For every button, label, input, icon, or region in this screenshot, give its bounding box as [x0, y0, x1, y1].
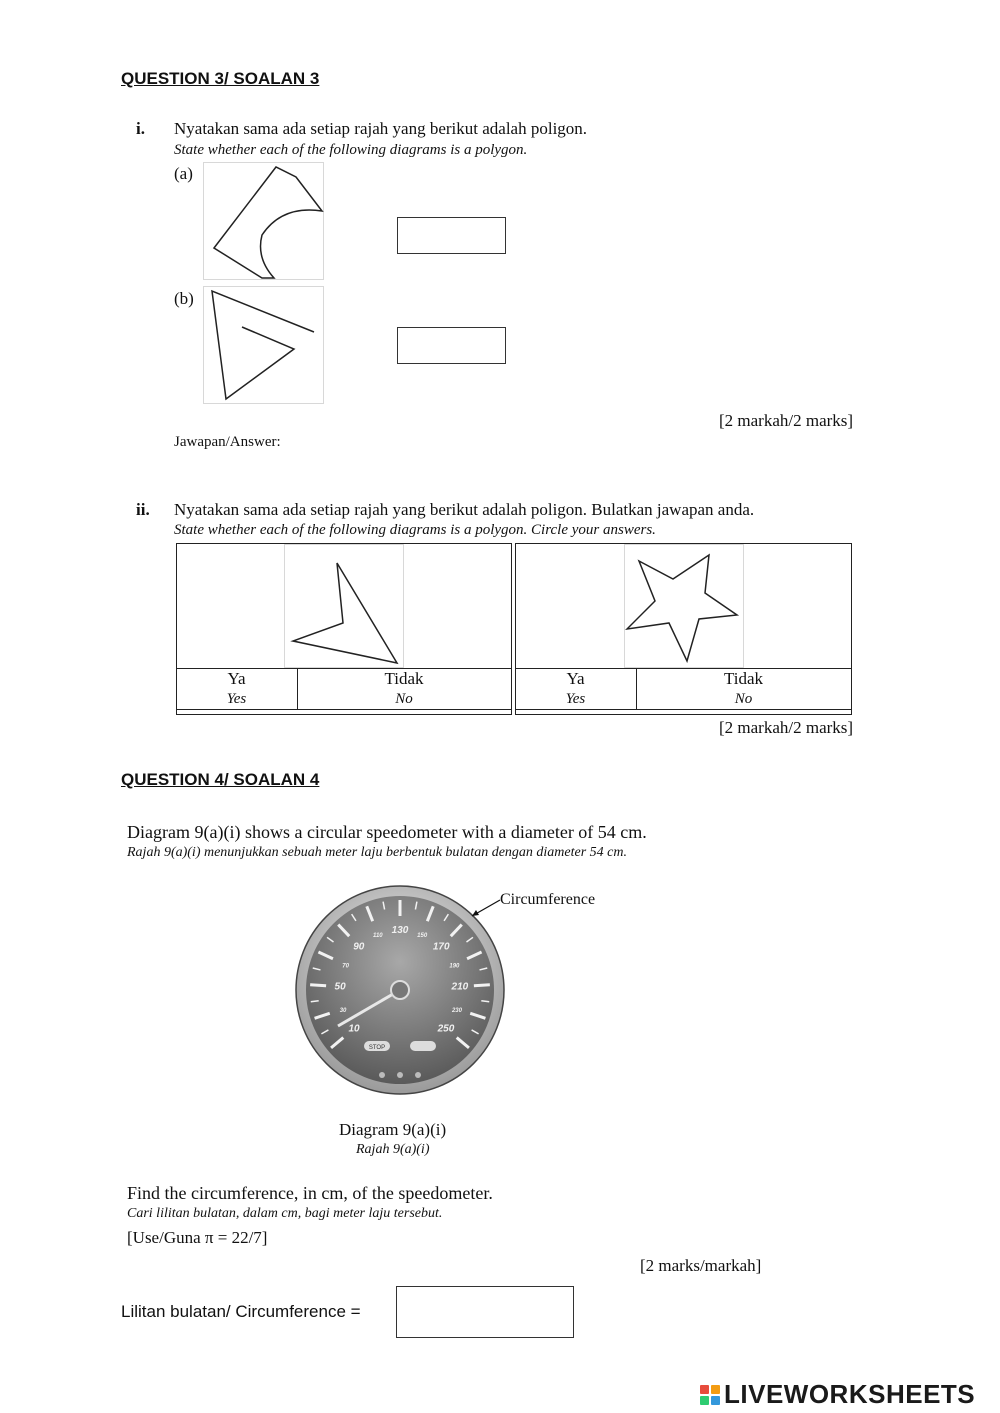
speedometer-label: 170: [432, 941, 450, 953]
circumference-callout: Circumference: [500, 891, 596, 908]
diagram-c-frame: [284, 544, 404, 668]
diagram-a-frame: [203, 162, 324, 280]
part-i-text-en: State whether each of the following diagrams is a polygon.: [174, 142, 528, 158]
no-ms-label: Tidak: [723, 669, 764, 688]
answer-box-b[interactable]: [397, 327, 506, 364]
speedometer-label: 110: [373, 933, 383, 940]
q4-marks: [2 marks/markah]: [640, 1256, 762, 1275]
circumference-answer-box[interactable]: [396, 1286, 574, 1338]
diagram-d-frame: [624, 544, 744, 668]
answer-label: Jawapan/Answer:: [174, 434, 281, 450]
part-ii-marks: [2 markah/2 marks]: [719, 718, 854, 737]
q4-intro-ms: Rajah 9(a)(i) menunjukkan sebuah meter laju berbentuk bulatan dengan diameter 54 cm.: [127, 845, 628, 860]
speedometer-label: 30: [339, 1007, 347, 1014]
part-i-marks: [2 markah/2 marks]: [719, 411, 854, 430]
no-option-left[interactable]: [297, 669, 511, 710]
label-b: (b): [174, 289, 194, 308]
speedometer-label: 190: [449, 963, 460, 970]
part-ii-number: ii.: [136, 500, 150, 519]
speedometer-graphic: [290, 880, 620, 1095]
yes-no-table-left: [176, 668, 512, 710]
part-i-text-ms: Nyatakan sama ada setiap rajah yang berikut adalah poligon.: [174, 119, 588, 138]
no-en-label: No: [395, 691, 413, 707]
no-option-right[interactable]: [636, 669, 851, 710]
no-en-label: No: [734, 691, 753, 707]
speedometer-label: 210: [451, 981, 469, 993]
yes-option-left[interactable]: [176, 669, 297, 710]
diagram-a-shape: [204, 163, 325, 281]
yes-en-label: Yes: [226, 691, 247, 707]
speedometer-label: 50: [334, 981, 346, 993]
speedometer-label: 90: [353, 941, 365, 953]
speedometer-label: 70: [342, 963, 349, 970]
use-pi-note: [Use/Guna π = 22/7]: [127, 1228, 268, 1247]
speedometer-label: 150: [417, 933, 428, 940]
yes-option-right[interactable]: [515, 669, 636, 710]
brand-text: LIVEWORKSHEETS: [724, 1379, 976, 1409]
speedometer-label: 250: [437, 1023, 455, 1035]
diagram-b-shape: [204, 287, 325, 405]
find-text-en: Find the circumference, in cm, of the speedometer.: [127, 1183, 493, 1203]
part-ii-text-en: State whether each of the following diagrams is a polygon. Circle your answers.: [174, 522, 656, 538]
part-i-number: i.: [136, 119, 145, 138]
diagram-caption-ms: Rajah 9(a)(i): [356, 1142, 430, 1157]
yes-ms-label: Ya: [227, 669, 246, 688]
speedometer-label: 230: [451, 1007, 462, 1014]
speedometer-figure: [290, 880, 620, 1095]
liveworksheets-logo: [700, 1379, 975, 1410]
speedometer-label: 10: [348, 1023, 360, 1035]
yes-no-table-right: [515, 668, 852, 710]
polygon-panel-left: [176, 543, 512, 715]
speedometer-label: 130: [391, 925, 409, 936]
speedometer-tick: [474, 985, 490, 986]
speedometer-tick: [311, 1001, 319, 1002]
no-ms-label: Tidak: [384, 669, 424, 688]
speedometer-tick: [481, 1001, 489, 1002]
diagram-d-star: [625, 545, 745, 669]
diagram-b-frame: [203, 286, 324, 404]
stop-button-label: STOP: [368, 1045, 386, 1051]
find-text-ms: Cari lilitan bulatan, dalam cm, bagi meter laju tersebut.: [127, 1206, 443, 1221]
question-4-heading: QUESTION 4/ SOALAN 4: [121, 770, 320, 789]
part-ii-text-ms: Nyatakan sama ada setiap rajah yang berikut adalah poligon. Bulatkan jawapan anda.: [174, 500, 755, 519]
label-a: (a): [174, 164, 193, 183]
answer-box-a[interactable]: [397, 217, 506, 254]
logo-grid-icon: [700, 1385, 720, 1405]
polygon-panel-right: [515, 543, 852, 715]
diagram-caption-en: Diagram 9(a)(i): [339, 1120, 447, 1139]
yes-ms-label: Ya: [566, 669, 585, 688]
circumference-answer-label: Lilitan bulatan/ Circumference =: [121, 1302, 361, 1321]
yes-en-label: Yes: [565, 691, 586, 707]
diagram-c-shape: [285, 545, 405, 669]
question-3-heading: QUESTION 3/ SOALAN 3: [121, 69, 320, 88]
speedometer-tick: [310, 985, 326, 986]
q4-intro-en: Diagram 9(a)(i) shows a circular speedometer with a diameter of 54 cm.: [127, 822, 647, 842]
